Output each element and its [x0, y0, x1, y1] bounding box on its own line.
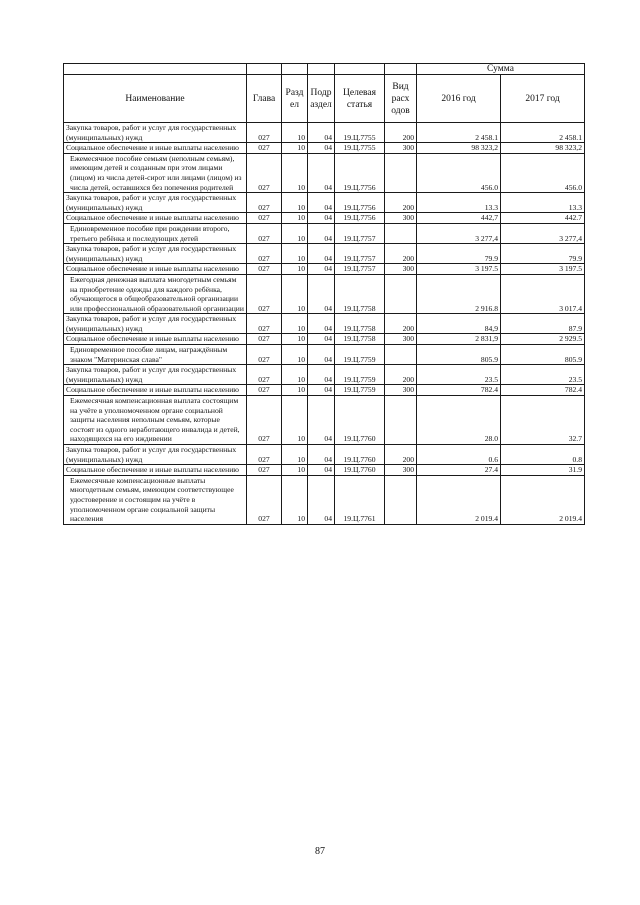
- row-expense-type: [385, 223, 417, 243]
- row-name: Социальное обеспечение и иные выплаты населению: [64, 213, 247, 224]
- row-section: 10: [282, 385, 308, 396]
- table-row: [64, 223, 585, 243]
- row-amount-2017: 87.9: [501, 314, 585, 334]
- page-number: 87: [315, 846, 325, 857]
- budget-table: [63, 63, 585, 525]
- row-amount-2017: 3 017.4: [501, 274, 585, 313]
- row-chapter: 027: [247, 274, 282, 313]
- row-amount-2016: 79.9: [417, 244, 501, 264]
- row-section: 10: [282, 223, 308, 243]
- row-subsection: 04: [308, 365, 335, 385]
- table-row: [64, 244, 585, 264]
- row-chapter: 027: [247, 385, 282, 396]
- row-name: Социальное обеспечение и иные выплаты населению: [64, 264, 247, 275]
- row-section: 10: [282, 193, 308, 213]
- row-section: 10: [282, 345, 308, 365]
- row-target-article: 19.Ц.7760: [335, 465, 385, 476]
- table-row: [64, 345, 585, 365]
- row-expense-type: [385, 153, 417, 192]
- row-section: 10: [282, 264, 308, 275]
- row-name: Единовременное пособие при рождении второго, третьего ребёнка и последующих детей: [64, 223, 247, 243]
- row-expense-type: 300: [385, 143, 417, 154]
- row-section: 10: [282, 396, 308, 445]
- table-row: [64, 445, 585, 465]
- row-amount-2017: 2 458.1: [501, 123, 585, 143]
- row-amount-2017: 79.9: [501, 244, 585, 264]
- row-name: Ежемесячные компенсационные выплаты многодетным семьям, имеющим соответствующее удостоверение и состоящим на учёте в уполномоченном органе социальной защиты населения: [64, 475, 247, 524]
- row-target-article: 19.Ц.7760: [335, 445, 385, 465]
- header-top-blank-subsection: [308, 64, 335, 75]
- year-2016-header: 2016 год: [417, 75, 501, 123]
- row-subsection: 04: [308, 334, 335, 345]
- row-chapter: 027: [247, 123, 282, 143]
- row-target-article: 19.Ц.7758: [335, 314, 385, 334]
- row-expense-type: 200: [385, 244, 417, 264]
- header-top-blank-name: [64, 64, 247, 75]
- row-name: Единовременное пособие лицам, награждённым знаком "Материнская слава": [64, 345, 247, 365]
- header-top-blank-target: [335, 64, 385, 75]
- row-subsection: 04: [308, 345, 335, 365]
- row-chapter: 027: [247, 153, 282, 192]
- table-row: [64, 264, 585, 275]
- row-subsection: 04: [308, 143, 335, 154]
- row-amount-2016: 0.6: [417, 445, 501, 465]
- table-row: [64, 365, 585, 385]
- row-name: Социальное обеспечение и иные выплаты населению: [64, 465, 247, 476]
- row-expense-type: 200: [385, 445, 417, 465]
- table-row: [64, 465, 585, 476]
- row-amount-2016: 27.4: [417, 465, 501, 476]
- row-chapter: 027: [247, 445, 282, 465]
- row-expense-type: 200: [385, 123, 417, 143]
- row-chapter: 027: [247, 223, 282, 243]
- row-target-article: 19.Ц.7760: [335, 396, 385, 445]
- row-subsection: 04: [308, 445, 335, 465]
- row-amount-2016: 13.3: [417, 193, 501, 213]
- row-section: 10: [282, 465, 308, 476]
- header-top-blank-type: [385, 64, 417, 75]
- row-amount-2017: 3 277,4: [501, 223, 585, 243]
- row-subsection: 04: [308, 274, 335, 313]
- row-amount-2016: 2 831,9: [417, 334, 501, 345]
- year-2017-header: 2017 год: [501, 75, 585, 123]
- table-row: [64, 123, 585, 143]
- row-name: Закупка товаров, работ и услуг для государственных (муниципальных) нужд: [64, 445, 247, 465]
- row-amount-2017: 31.9: [501, 465, 585, 476]
- table-row: [64, 475, 585, 524]
- row-amount-2017: 2 929.5: [501, 334, 585, 345]
- row-subsection: 04: [308, 153, 335, 192]
- row-subsection: 04: [308, 314, 335, 334]
- row-amount-2016: 2 019.4: [417, 475, 501, 524]
- row-chapter: 027: [247, 334, 282, 345]
- row-chapter: 027: [247, 365, 282, 385]
- row-amount-2016: 98 323,2: [417, 143, 501, 154]
- header-top-blank-chapter: [247, 64, 282, 75]
- row-section: 10: [282, 314, 308, 334]
- row-name: Закупка товаров, работ и услуг для государственных (муниципальных) нужд: [64, 314, 247, 334]
- table-row: [64, 274, 585, 313]
- row-chapter: 027: [247, 143, 282, 154]
- row-target-article: 19.Ц.7761: [335, 475, 385, 524]
- row-chapter: 027: [247, 314, 282, 334]
- row-section: 10: [282, 274, 308, 313]
- row-amount-2017: 456.0: [501, 153, 585, 192]
- row-name: Закупка товаров, работ и услуг для государственных (муниципальных) нужд: [64, 244, 247, 264]
- row-expense-type: 200: [385, 365, 417, 385]
- row-amount-2016: 28.0: [417, 396, 501, 445]
- row-expense-type: 300: [385, 264, 417, 275]
- row-amount-2017: 13.3: [501, 193, 585, 213]
- table-row: [64, 193, 585, 213]
- row-expense-type: 200: [385, 193, 417, 213]
- row-amount-2017: 782.4: [501, 385, 585, 396]
- row-name: Социальное обеспечение и иные выплаты населению: [64, 143, 247, 154]
- row-section: 10: [282, 213, 308, 224]
- row-name: Ежемесячное пособие семьям (неполным семьям), имеющим детей и созданным при этом лицами (лицом) из числа детей-сирот или лицами (лицом) из числа детей, оставшихся без попечения родителей: [64, 153, 247, 192]
- row-name: Социальное обеспечение и иные выплаты населению: [64, 334, 247, 345]
- row-amount-2016: 23.5: [417, 365, 501, 385]
- header-top-blank-section: [282, 64, 308, 75]
- row-subsection: 04: [308, 123, 335, 143]
- row-amount-2016: 2 916.8: [417, 274, 501, 313]
- row-section: 10: [282, 123, 308, 143]
- row-amount-2017: 3 197.5: [501, 264, 585, 275]
- table-row: [64, 153, 585, 192]
- row-subsection: 04: [308, 264, 335, 275]
- row-target-article: 19.Ц.7757: [335, 264, 385, 275]
- row-chapter: 027: [247, 475, 282, 524]
- row-amount-2016: 3 277,4: [417, 223, 501, 243]
- table-row: [64, 143, 585, 154]
- table-row: [64, 385, 585, 396]
- row-amount-2017: 32.7: [501, 396, 585, 445]
- row-section: 10: [282, 153, 308, 192]
- row-name: Ежегодная денежная выплата многодетным семьям на приобретение одежды для каждого ребёнка, обучающегося в общеобразовательной организации или профессиональной образовательной организации: [64, 274, 247, 313]
- row-expense-type: [385, 345, 417, 365]
- row-expense-type: [385, 396, 417, 445]
- row-amount-2017: 2 019.4: [501, 475, 585, 524]
- row-section: 10: [282, 244, 308, 264]
- row-chapter: 027: [247, 264, 282, 275]
- row-target-article: 19.Ц.7756: [335, 213, 385, 224]
- row-target-article: 19.Ц.7755: [335, 123, 385, 143]
- table-row: [64, 396, 585, 445]
- row-amount-2016: 805.9: [417, 345, 501, 365]
- row-target-article: 19.Ц.7759: [335, 365, 385, 385]
- row-amount-2017: 0.8: [501, 445, 585, 465]
- row-expense-type: [385, 274, 417, 313]
- row-section: 10: [282, 365, 308, 385]
- table-row: [64, 334, 585, 345]
- row-subsection: 04: [308, 193, 335, 213]
- header-row: [64, 75, 585, 123]
- row-target-article: 19.Ц.7755: [335, 143, 385, 154]
- row-amount-2016: 2 458.1: [417, 123, 501, 143]
- row-expense-type: 200: [385, 314, 417, 334]
- row-chapter: 027: [247, 345, 282, 365]
- row-amount-2017: 442.7: [501, 213, 585, 224]
- sum-header: Сумма: [417, 64, 585, 75]
- row-amount-2016: 3 197.5: [417, 264, 501, 275]
- row-subsection: 04: [308, 475, 335, 524]
- row-target-article: 19.Ц.7759: [335, 385, 385, 396]
- row-section: 10: [282, 334, 308, 345]
- row-subsection: 04: [308, 213, 335, 224]
- row-amount-2016: 782.4: [417, 385, 501, 396]
- row-expense-type: 300: [385, 465, 417, 476]
- row-amount-2016: 442,7: [417, 213, 501, 224]
- name-header: Наименование: [64, 75, 247, 123]
- chapter-header: Глава: [247, 75, 282, 123]
- row-chapter: 027: [247, 396, 282, 445]
- row-amount-2017: 805.9: [501, 345, 585, 365]
- row-expense-type: 300: [385, 334, 417, 345]
- target-header: Целевая статья: [335, 75, 385, 123]
- row-section: 10: [282, 445, 308, 465]
- subsection-header: Подр аздел: [308, 75, 335, 123]
- exp-type-header: Вид расх одов: [385, 75, 417, 123]
- row-subsection: 04: [308, 244, 335, 264]
- row-chapter: 027: [247, 193, 282, 213]
- section-header: Разд ел: [282, 75, 308, 123]
- row-chapter: 027: [247, 244, 282, 264]
- row-name: Закупка товаров, работ и услуг для государственных (муниципальных) нужд: [64, 365, 247, 385]
- table-row: [64, 314, 585, 334]
- row-amount-2017: 23.5: [501, 365, 585, 385]
- row-section: 10: [282, 475, 308, 524]
- row-name: Закупка товаров, работ и услуг для государственных (муниципальных) нужд: [64, 193, 247, 213]
- row-subsection: 04: [308, 396, 335, 445]
- header-row-top: [64, 64, 585, 75]
- row-name: Закупка товаров, работ и услуг для государственных (муниципальных) нужд: [64, 123, 247, 143]
- row-subsection: 04: [308, 465, 335, 476]
- row-chapter: 027: [247, 465, 282, 476]
- table-row: [64, 213, 585, 224]
- row-subsection: 04: [308, 385, 335, 396]
- row-name: Социальное обеспечение и иные выплаты населению: [64, 385, 247, 396]
- row-amount-2017: 98 323,2: [501, 143, 585, 154]
- row-amount-2016: 456.0: [417, 153, 501, 192]
- row-amount-2016: 84,9: [417, 314, 501, 334]
- row-expense-type: 300: [385, 213, 417, 224]
- row-target-article: 19.Ц.7758: [335, 334, 385, 345]
- row-target-article: 19.Ц.7759: [335, 345, 385, 365]
- row-target-article: 19.Ц.7757: [335, 223, 385, 243]
- row-name: Ежемесячная компенсационная выплата состоящим на учёте в уполномоченном органе социальной защиты населения неполным семьям, которые состоят из одного неработающего инвалида и детей, находящихся на его иждивении: [64, 396, 247, 445]
- row-expense-type: [385, 475, 417, 524]
- row-subsection: 04: [308, 223, 335, 243]
- row-expense-type: 300: [385, 385, 417, 396]
- row-section: 10: [282, 143, 308, 154]
- row-chapter: 027: [247, 213, 282, 224]
- row-target-article: 19.Ц.7756: [335, 153, 385, 192]
- row-target-article: 19.Ц.7758: [335, 274, 385, 313]
- row-target-article: 19.Ц.7756: [335, 193, 385, 213]
- row-target-article: 19.Ц.7757: [335, 244, 385, 264]
